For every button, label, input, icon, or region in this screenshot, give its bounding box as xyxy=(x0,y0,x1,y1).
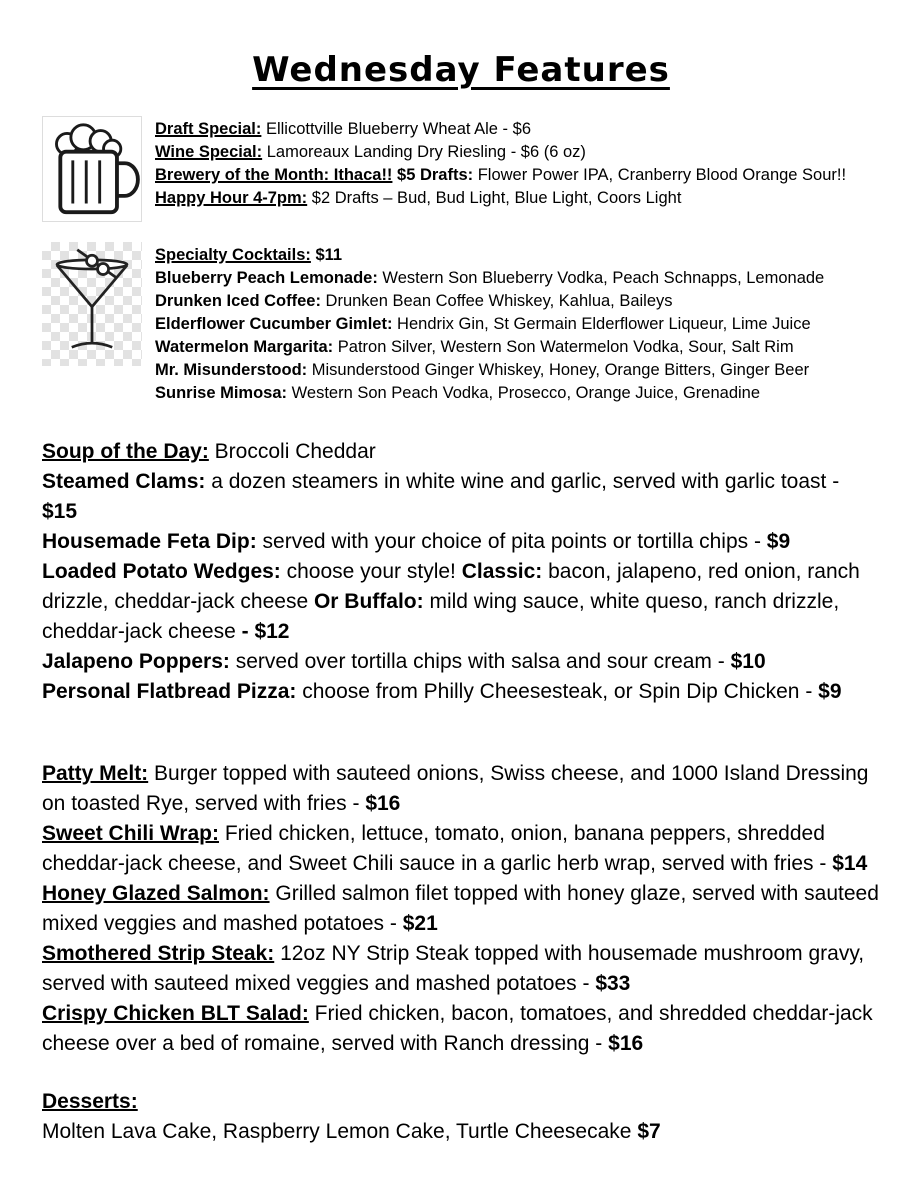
text-segment: $33 xyxy=(595,972,631,995)
text-segment: Western Son Blueberry Vodka, Peach Schnapps, Lemonade xyxy=(377,269,825,287)
text-segment: Jalapeno Poppers: xyxy=(42,650,230,673)
text-segment: Sunrise Mimosa: xyxy=(155,384,288,402)
text-segment: Grilled salmon filet topped with honey glaze, served with sauteed mixed veggies and mashed potatoes - xyxy=(42,882,879,935)
text-segment: $2 Drafts – Bud, Bud Light, Blue Light, Coors Light xyxy=(307,189,682,207)
text-segment: $14 xyxy=(832,852,868,875)
text-segment: $9 xyxy=(766,530,791,553)
menu-line xyxy=(42,939,880,999)
text-segment: Honey Glazed Salmon: xyxy=(42,882,270,905)
menu-line xyxy=(42,527,880,557)
text-segment: $7 xyxy=(637,1120,661,1143)
drafts-section xyxy=(42,116,880,222)
text-segment: Steamed Clams: xyxy=(42,470,206,493)
menu-line xyxy=(42,879,880,939)
menu-line xyxy=(42,1087,880,1117)
cocktails-text xyxy=(155,242,824,405)
text-segment: choose from Philly Cheesesteak, or Spin Dip Chicken - xyxy=(296,680,819,703)
cocktails-section xyxy=(42,242,880,405)
text-segment: $9 xyxy=(818,680,842,703)
menu-line xyxy=(42,437,880,467)
text-segment: mild wing sauce, white queso, ranch drizzle, cheddar-jack cheese xyxy=(42,590,840,643)
menu-line xyxy=(42,819,880,879)
text-segment: Patron Silver, Western Son Watermelon Vodka, Sour, Salt Rim xyxy=(333,338,794,356)
appetizers-section xyxy=(42,437,880,707)
text-segment: Or Buffalo: xyxy=(313,590,424,613)
text-segment: Lamoreaux Landing Dry Riesling - $6 (6 oz) xyxy=(262,143,586,161)
text-segment: Soup of the Day: xyxy=(42,440,209,463)
menu-line xyxy=(155,141,846,164)
text-segment: Fried chicken, bacon, tomatoes, and shredded cheddar-jack cheese over a bed of romaine, served with Ranch dressing - xyxy=(42,1002,873,1055)
text-segment: Misunderstood Ginger Whiskey, Honey, Orange Bitters, Ginger Beer xyxy=(307,361,810,379)
text-segment: a dozen steamers in white wine and garlic, served with garlic toast - xyxy=(205,470,840,493)
text-segment: choose your style! xyxy=(280,560,462,583)
text-segment: $11 xyxy=(310,246,343,264)
menu-line xyxy=(155,267,824,290)
text-segment: served over tortilla chips with salsa and sour cream - xyxy=(229,650,731,673)
menu-line xyxy=(42,557,880,647)
menu-line xyxy=(155,244,824,267)
menu-line xyxy=(155,164,846,187)
text-segment: Desserts: xyxy=(42,1090,138,1113)
text-segment: Loaded Potato Wedges: xyxy=(42,560,281,583)
text-segment: $10 xyxy=(730,650,766,673)
text-segment: served with your choice of pita points or tortilla chips - xyxy=(256,530,767,553)
menu-line xyxy=(42,999,880,1059)
menu-line xyxy=(155,382,824,405)
text-segment: Burger topped with sauteed onions, Swiss cheese, and 1000 Island Dressing on toasted Rye, served with fries - xyxy=(42,762,869,815)
text-segment: Patty Melt: xyxy=(42,762,149,785)
text-segment: Flower Power IPA, Cranberry Blood Orange Sour!! xyxy=(473,166,847,184)
text-segment: Wine Special: xyxy=(155,143,263,161)
menu-line xyxy=(42,647,880,677)
text-segment: Specialty Cocktails: xyxy=(155,246,311,264)
text-segment: Elderflower Cucumber Gimlet: xyxy=(155,315,393,333)
text-segment: $21 xyxy=(402,912,438,935)
entrees-section xyxy=(42,759,880,1059)
text-segment: Classic: xyxy=(461,560,543,583)
menu-line xyxy=(42,677,880,707)
text-segment: Brewery of the Month: Ithaca!! xyxy=(155,166,393,184)
text-segment: Drunken Bean Coffee Whiskey, Kahlua, Baileys xyxy=(320,292,673,310)
text-segment: Crispy Chicken BLT Salad: xyxy=(42,1002,309,1025)
menu-line xyxy=(42,1117,880,1147)
text-segment: Housemade Feta Dip: xyxy=(42,530,257,553)
page-title xyxy=(42,0,880,90)
text-segment: Fried chicken, lettuce, tomato, onion, banana peppers, shredded cheddar-jack cheese, and Sweet Chili sauce in a garlic herb wrap, served with fries - xyxy=(42,822,833,875)
text-segment: Personal Flatbread Pizza: xyxy=(42,680,297,703)
text-segment: $16 xyxy=(365,792,401,815)
text-segment: 12oz NY Strip Steak topped with housemade mushroom gravy, served with sauteed mixed veggies and mashed potatoes - xyxy=(42,942,865,995)
text-segment: Broccoli Cheddar xyxy=(208,440,376,463)
page-title-text: Wednesday Features xyxy=(252,50,670,90)
menu-line xyxy=(155,359,824,382)
menu-line xyxy=(155,290,824,313)
text-segment: Draft Special: xyxy=(155,120,262,138)
menu-line xyxy=(155,336,824,359)
text-segment: Blueberry Peach Lemonade: xyxy=(155,269,378,287)
menu-line xyxy=(155,313,824,336)
text-segment: Smothered Strip Steak: xyxy=(42,942,275,965)
text-segment: Molten Lava Cake, Raspberry Lemon Cake, Turtle Cheesecake xyxy=(42,1120,638,1143)
text-segment: $16 xyxy=(608,1032,644,1055)
menu-line xyxy=(42,467,880,527)
text-segment: $5 Drafts: xyxy=(392,166,474,184)
martini-glass-icon xyxy=(42,242,142,366)
text-segment: $15 xyxy=(42,500,78,523)
text-segment: - $12 xyxy=(241,620,290,643)
menu-line xyxy=(42,759,880,819)
text-segment: Watermelon Margarita: xyxy=(155,338,334,356)
text-segment: Ellicottville Blueberry Wheat Ale - $6 xyxy=(261,120,531,138)
beer-mug-icon xyxy=(42,116,142,222)
menu-line xyxy=(155,187,846,210)
desserts-section xyxy=(42,1087,880,1147)
menu-line xyxy=(155,118,846,141)
drafts-text xyxy=(155,116,846,210)
text-segment: bacon, jalapeno, red onion, ranch drizzle, cheddar-jack cheese xyxy=(42,560,860,613)
text-segment: Mr. Misunderstood: xyxy=(155,361,308,379)
text-segment: Sweet Chili Wrap: xyxy=(42,822,219,845)
text-segment: Drunken Iced Coffee: xyxy=(155,292,321,310)
text-segment: Hendrix Gin, St Germain Elderflower Liqueur, Lime Juice xyxy=(392,315,811,333)
text-segment: Western Son Peach Vodka, Prosecco, Orange Juice, Grenadine xyxy=(287,384,761,402)
text-segment: Happy Hour 4-7pm: xyxy=(155,189,308,207)
